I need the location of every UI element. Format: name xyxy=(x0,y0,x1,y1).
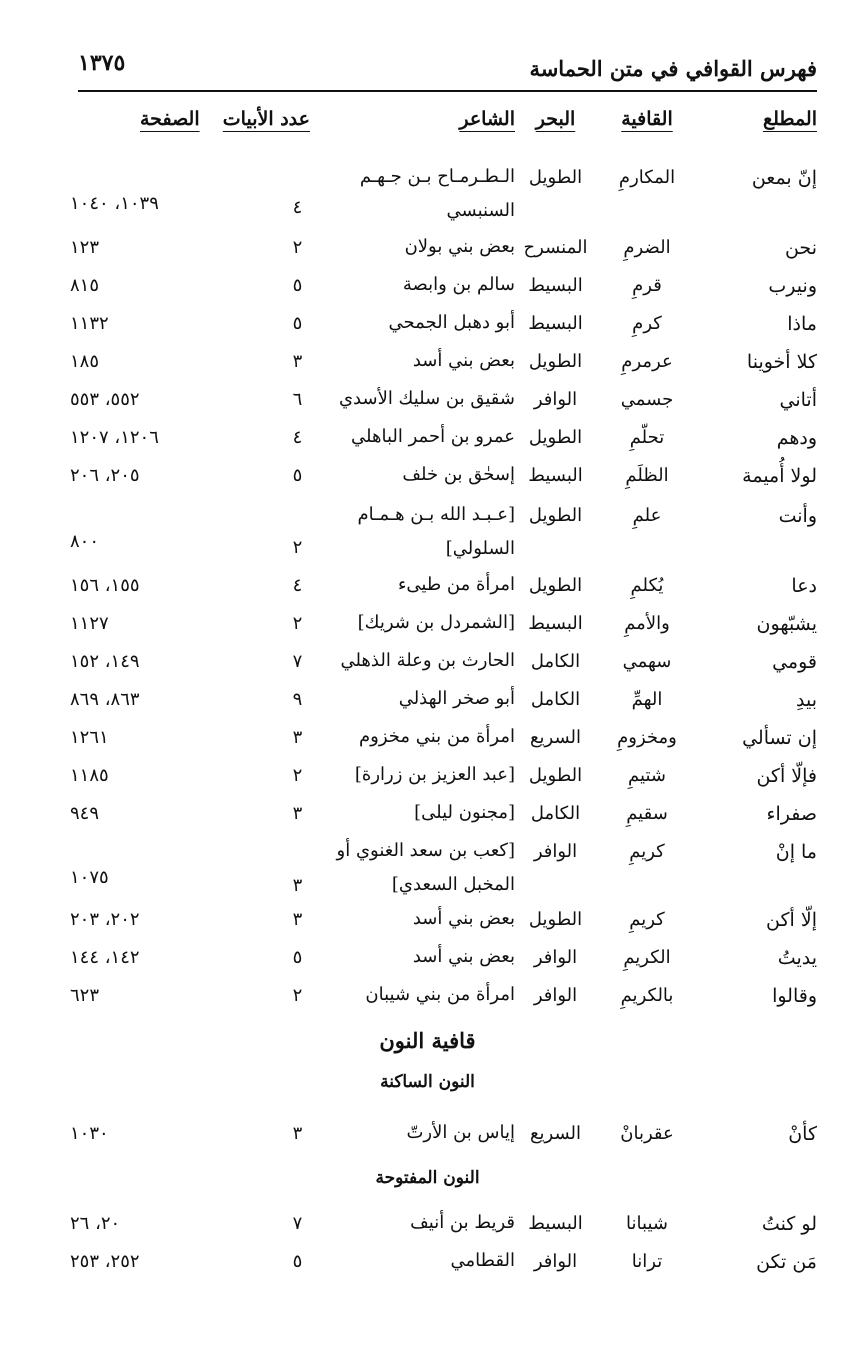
cell-shaer: إياس بن الأرتّ xyxy=(406,1122,515,1143)
cell-shaer: بعض بني أسد xyxy=(412,908,515,929)
cell-page: ١٠٧٥ xyxy=(70,867,109,888)
cell-bahr: البسيط xyxy=(528,465,583,486)
cell-page: ٨١٥ xyxy=(70,275,100,296)
cell-qafiya: ومخزومِ xyxy=(617,727,677,748)
cell-shaer: الـطـرمـاح بـن جـهـم السنبسي xyxy=(359,166,515,221)
cell-page: ٨٠٠ xyxy=(70,531,100,552)
cell-count: ٧ xyxy=(292,651,303,672)
cell-qafiya: كريمِ xyxy=(629,909,665,930)
cell-matla: لولا أُميمة xyxy=(742,465,817,487)
cell-shaer: القطامي xyxy=(450,1250,515,1271)
cell-shaer: امرأة من طيىء xyxy=(397,574,515,595)
cell-count: ٩ xyxy=(292,689,303,710)
cell-qafiya: شتيمِ xyxy=(628,765,666,786)
cell-shaer: قريط بن أنيف xyxy=(410,1212,515,1233)
cell-bahr: الطويل xyxy=(528,909,583,930)
cell-matla: إلّا أكن xyxy=(766,909,817,931)
cell-page: ٥٥٢، ٥٥٣ xyxy=(70,389,140,410)
cell-bahr: الكامل xyxy=(530,689,581,710)
cell-shaer: أبو صخر الهذلي xyxy=(398,688,515,709)
cell-matla: بيدِ xyxy=(796,689,817,711)
cell-qafiya: المكارمِ xyxy=(618,167,676,188)
cell-page: ٦٢٣ xyxy=(70,985,100,1006)
cell-page: ١١٨٥ xyxy=(70,765,109,786)
cell-count: ٥ xyxy=(292,275,303,296)
cell-count: ٤ xyxy=(292,575,303,596)
cell-qafiya: جسمي xyxy=(620,389,674,410)
cell-matla: كأنْ xyxy=(788,1123,817,1145)
cell-matla: كلا أخوينا xyxy=(746,351,817,373)
subsection-title: النون الساكنة xyxy=(380,1072,475,1092)
cell-shaer: [عـبـد الله بـن هـمـام السلولي] xyxy=(357,504,515,559)
cell-qafiya: بالكريمِ xyxy=(620,985,674,1006)
cell-page: ١٨٥ xyxy=(70,351,100,372)
col-head-count: عدد الأبيات xyxy=(222,108,310,130)
cell-bahr: البسيط xyxy=(528,313,583,334)
cell-bahr: الوافر xyxy=(533,389,578,410)
cell-page: ١٤٢، ١٤٤ xyxy=(70,947,140,968)
cell-page: ١١٢٧ xyxy=(70,613,109,634)
cell-matla: يشبّهون xyxy=(756,613,817,635)
cell-bahr: البسيط xyxy=(528,613,583,634)
cell-count: ٣ xyxy=(292,1123,303,1144)
cell-matla: نحن xyxy=(784,237,817,259)
cell-count: ٢ xyxy=(292,537,303,558)
cell-bahr: الكامل xyxy=(530,651,581,672)
cell-qafiya: الهمِّ xyxy=(631,689,663,710)
cell-page: ٨٦٣، ٨٦٩ xyxy=(70,689,140,710)
cell-qafiya: تحلّمِ xyxy=(629,427,665,448)
col-head-page: الصفحة xyxy=(140,108,200,130)
cell-page: ١٠٣٩، ١٠٤٠ xyxy=(70,193,159,214)
cell-matla: قومي xyxy=(772,651,817,673)
cell-page: ٢٠٢، ٢٠٣ xyxy=(70,909,140,930)
cell-matla: إن تسألي xyxy=(742,727,817,749)
cell-bahr: الطويل xyxy=(528,427,583,448)
cell-matla: وقالوا xyxy=(772,985,817,1007)
cell-bahr: البسيط xyxy=(528,275,583,296)
cell-page: ١٢٠٦، ١٢٠٧ xyxy=(70,427,159,448)
cell-count: ٥ xyxy=(292,947,303,968)
cell-shaer: شقيق بن سليك الأسدي xyxy=(338,388,515,409)
cell-shaer: بعض بني أسد xyxy=(412,946,515,967)
page-number: ١٣٧٥ xyxy=(78,50,126,76)
cell-qafiya: قرمِ xyxy=(632,275,662,296)
cell-qafiya: والأممِ xyxy=(624,613,670,634)
cell-count: ٣ xyxy=(292,875,303,896)
cell-matla: دعا xyxy=(791,575,817,597)
cell-page: ١١٣٢ xyxy=(70,313,109,334)
cell-count: ٢ xyxy=(292,985,303,1006)
cell-count: ٥ xyxy=(292,465,303,486)
cell-shaer: أبو دهبل الجمحي xyxy=(388,312,515,333)
cell-matla: وأنت xyxy=(778,505,817,527)
cell-qafiya: الضرمِ xyxy=(623,237,671,258)
col-head-bahr: البحر xyxy=(535,108,576,130)
cell-bahr: الوافر xyxy=(533,947,578,968)
cell-bahr: الوافر xyxy=(533,841,578,862)
cell-page: ١٢٦١ xyxy=(70,727,109,748)
cell-shaer: امرأة من بني شيبان xyxy=(365,984,515,1005)
cell-bahr: الطويل xyxy=(528,167,583,188)
cell-bahr: السريع xyxy=(529,727,582,748)
col-head-qafiya: القافية xyxy=(621,108,673,130)
cell-count: ٥ xyxy=(292,1251,303,1272)
cell-bahr: الطويل xyxy=(528,351,583,372)
cell-bahr: الطويل xyxy=(528,575,583,596)
cell-qafiya: علمِ xyxy=(632,505,662,526)
cell-matla: ودهم xyxy=(776,427,817,449)
cell-page: ١٥٥، ١٥٦ xyxy=(70,575,140,596)
cell-page: ١٤٩، ١٥٢ xyxy=(70,651,140,672)
cell-qafiya: كريمِ xyxy=(629,841,665,862)
cell-page: ١٠٣٠ xyxy=(70,1123,109,1144)
cell-bahr: الكامل xyxy=(530,803,581,824)
cell-count: ٣ xyxy=(292,803,303,824)
header-rule xyxy=(78,90,817,92)
cell-qafiya: شيبانا xyxy=(626,1213,668,1234)
cell-shaer: [مجنون ليلى] xyxy=(414,802,515,823)
cell-qafiya: الظلَمِ xyxy=(625,465,669,486)
column-headers xyxy=(0,108,855,142)
col-head-matla: المطلع xyxy=(762,108,817,130)
cell-qafiya: عرمرمِ xyxy=(621,351,673,372)
cell-bahr: الوافر xyxy=(533,985,578,1006)
cell-matla: ما إنْ xyxy=(775,841,817,863)
cell-bahr: البسيط xyxy=(528,1213,583,1234)
cell-matla: مَن تكن xyxy=(756,1251,817,1273)
cell-bahr: المنسرح xyxy=(523,237,588,258)
cell-matla: أتاني xyxy=(779,389,817,411)
cell-qafiya: ترانا xyxy=(631,1251,663,1272)
cell-bahr: الوافر xyxy=(533,1251,578,1272)
running-header xyxy=(78,46,817,92)
header-title: فهرس القوافي في متن الحماسة xyxy=(529,56,817,81)
cell-qafiya: سقيمِ xyxy=(626,803,668,824)
cell-qafiya: الكريمِ xyxy=(623,947,671,968)
cell-count: ٣ xyxy=(292,727,303,748)
cell-matla: ماذا xyxy=(787,313,817,335)
section-title: قافية النون xyxy=(379,1028,476,1053)
cell-count: ٣ xyxy=(292,909,303,930)
cell-qafiya: كرمِ xyxy=(632,313,662,334)
cell-bahr: الطويل xyxy=(528,765,583,786)
cell-matla: إنّ بمعن xyxy=(751,167,817,189)
cell-page: ٢٠، ٢٦ xyxy=(70,1213,121,1234)
cell-count: ٢ xyxy=(292,237,303,258)
cell-shaer: [عبد العزيز بن زرارة] xyxy=(354,764,515,785)
cell-count: ٢ xyxy=(292,765,303,786)
cell-qafiya: سهمي xyxy=(622,651,672,672)
cell-qafiya: يُكلمِ xyxy=(630,575,664,596)
cell-page: ٢٠٥، ٢٠٦ xyxy=(70,465,140,486)
cell-matla: ونيرب xyxy=(768,275,817,297)
cell-bahr: الطويل xyxy=(528,505,583,526)
cell-count: ٣ xyxy=(292,351,303,372)
cell-shaer: امرأة من بني مخزوم xyxy=(359,726,515,747)
cell-count: ٧ xyxy=(292,1213,303,1234)
cell-shaer: سالم بن وابصة xyxy=(402,274,515,295)
cell-shaer: بعض بني أسد xyxy=(412,350,515,371)
cell-count: ٤ xyxy=(292,197,303,218)
cell-page: ١٢٣ xyxy=(70,237,100,258)
subsection-title: النون المفتوحة xyxy=(375,1168,480,1188)
cell-count: ٤ xyxy=(292,427,303,448)
cell-shaer: [الشمردل بن شريك] xyxy=(357,612,515,633)
cell-matla: يديتُ xyxy=(777,947,817,969)
cell-shaer: عمرو بن أحمر الباهلي xyxy=(351,426,515,447)
cell-page: ٢٥٢، ٢٥٣ xyxy=(70,1251,140,1272)
cell-count: ٦ xyxy=(292,389,303,410)
cell-shaer: [كعب بن سعد الغنوي أو المخبل السعدي] xyxy=(336,840,515,895)
cell-matla: فإلّا أكن xyxy=(756,765,817,787)
cell-matla: لو كنتُ xyxy=(761,1213,817,1235)
cell-shaer: إسحٰق بن خلف xyxy=(402,464,515,485)
cell-bahr: السريع xyxy=(529,1123,582,1144)
cell-count: ٥ xyxy=(292,313,303,334)
cell-count: ٢ xyxy=(292,613,303,634)
cell-matla: صفراء xyxy=(766,803,817,825)
col-head-shaer: الشاعر xyxy=(459,108,515,130)
cell-shaer: الحارث بن وعلة الذهلي xyxy=(340,650,515,671)
cell-page: ٩٤٩ xyxy=(70,803,100,824)
cell-qafiya: عقربانْ xyxy=(620,1123,674,1144)
cell-shaer: بعض بني بولان xyxy=(404,236,515,257)
